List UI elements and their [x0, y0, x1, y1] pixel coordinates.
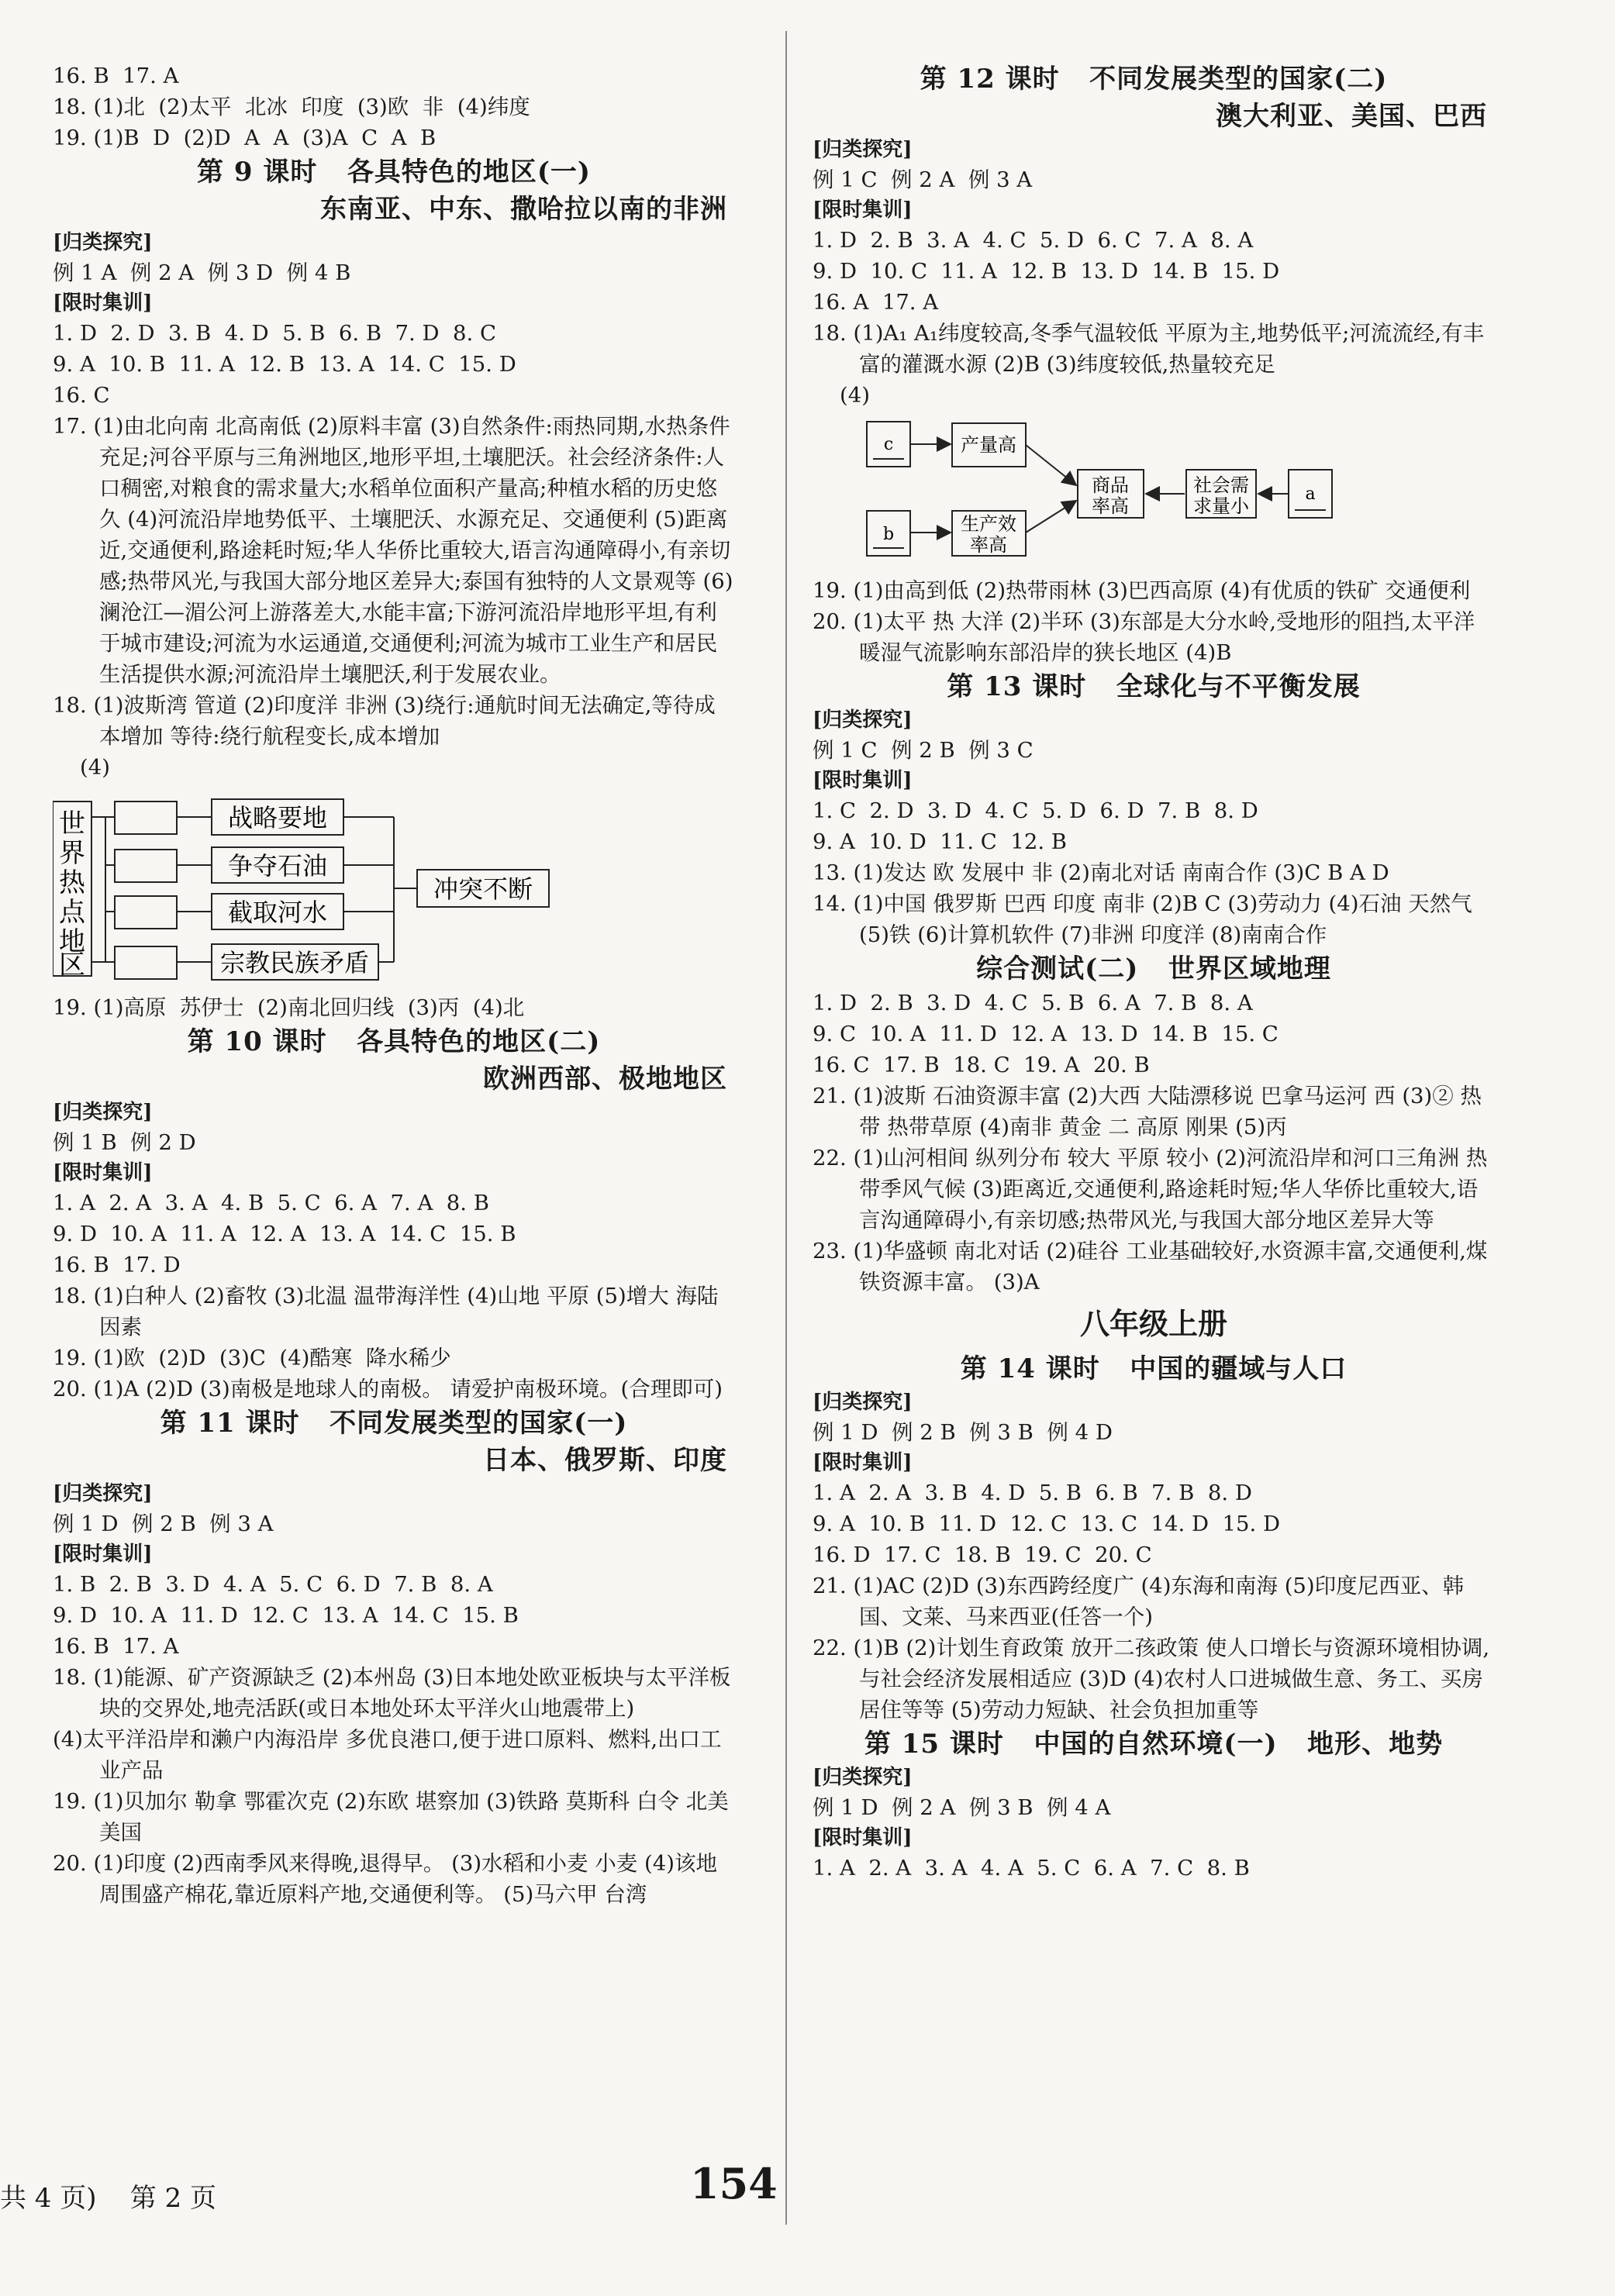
- answer-line: 9. A 10. B 11. A 12. B 13. A 14. C 15. D: [53, 352, 516, 377]
- answer-line: 1. D 2. B 3. A 4. C 5. D 6. C 7. A 8. A: [813, 228, 1254, 253]
- answer-paragraph: 21. (1)AC (2)D (3)东西跨经度广 (4)东海和南海 (5)印度尼西亚、韩国、文莱、马来西亚(任答一个): [813, 1574, 1465, 1629]
- answer-line: 19. (1)B D (2)D A A (3)A C A B: [53, 126, 437, 150]
- answer-line: 16. B 17. A: [53, 64, 179, 88]
- answer-line: 16. A 17. A: [813, 290, 939, 315]
- section-label: [限时集训]: [53, 1543, 153, 1566]
- answer-paragraph: 18. (1)波斯湾 管道 (2)印度洋 非洲 (3)绕行:通航时间无法确定,等待成本增加 等待:绕行航程变长,成本增加: [53, 693, 716, 749]
- section-label: [限时集训]: [813, 198, 913, 222]
- column-divider: [785, 31, 787, 2225]
- diagram-node: 产量高: [961, 434, 1016, 456]
- commodity-rate-diagram: [813, 414, 1495, 569]
- answer-paragraph: 19. (1)贝加尔 勒拿 鄂霍次克 (2)东欧 堪察加 (3)铁路 莫斯科 白令 北美 美国: [53, 1789, 729, 1845]
- diagram-node: 求量小: [1193, 495, 1249, 517]
- grade-heading: 八年级上册: [1079, 1306, 1227, 1341]
- diagram-item: 截取河水: [227, 898, 328, 927]
- answer-paragraph: 19. (1)由高到低 (2)热带雨林 (3)巴西高原 (4)有优质的铁矿 交通便利: [813, 578, 1471, 603]
- lesson-title: 综合测试(二) 世界区域地理: [976, 953, 1331, 984]
- answer-line: 19. (1)欧 (2)D (3)C (4)酷寒 降水稀少: [53, 1346, 451, 1370]
- diagram-node: 率高: [1092, 495, 1129, 517]
- answer-line: (4): [53, 755, 110, 780]
- diagram-node: 社会需: [1193, 474, 1249, 496]
- answer-line: 例 1 D 例 2 B 例 3 A: [53, 1512, 274, 1536]
- answer-paragraph: 18. (1)能源、矿产资源缺乏 (2)本州岛 (3)日本地处欧亚板块与太平洋板块的交界处,地壳活跃(或日本地处环太平洋火山地震带上): [53, 1665, 731, 1721]
- right-column: [813, 60, 1495, 1884]
- answer-line: 1. A 2. A 3. A 4. B 5. C 6. A 7. A 8. B: [53, 1191, 489, 1215]
- answer-paragraph: 13. (1)发达 欧 发展中 非 (2)南北对话 南南合作 (3)C B A D: [813, 860, 1389, 885]
- diagram-left-char: 区: [59, 950, 85, 981]
- lesson-title: 第 15 课时 中国的自然环境(一) 地形、地势: [864, 1729, 1444, 1760]
- diagram-left-char: 热: [59, 867, 85, 898]
- section-label: [归类探究]: [813, 1391, 913, 1414]
- section-label: [归类探究]: [53, 1101, 153, 1124]
- world-hotspot-diagram: [53, 788, 735, 989]
- answer-paragraph: 22. (1)B (2)计划生育政策 放开二孩政策 使人口增长与资源环境相协调,与社会经济发展相适应 (3)D (4)农村人口进城做生意、务工、买房居住等等 (5)劳动力短缺、社会负担加重等: [813, 1636, 1490, 1722]
- section-label: [归类探究]: [813, 708, 913, 732]
- answer-line: 9. D 10. A 11. A 12. A 13. A 14. C 15. B: [53, 1222, 516, 1246]
- diagram-node: 生产效: [961, 513, 1016, 535]
- lesson-title: 第 12 课时 不同发展类型的国家(二): [920, 64, 1388, 95]
- answer-paragraph: 20. (1)A (2)D (3)南极是地球人的南极。 请爱护南极环境。(合理即可): [53, 1377, 723, 1401]
- diagram-left-char: 界: [59, 838, 85, 869]
- lesson-title: 第 10 课时 各具特色的地区(二): [187, 1026, 601, 1057]
- section-label: [限时集训]: [813, 1826, 913, 1850]
- diagram-item: 宗教民族矛盾: [219, 948, 370, 977]
- answer-line: 16. B 17. D: [53, 1253, 181, 1277]
- answer-line: 16. C 17. B 18. C 19. A 20. B: [813, 1053, 1150, 1077]
- lesson-title: 第 11 课时 不同发展类型的国家(一): [160, 1408, 628, 1439]
- section-label: [归类探究]: [53, 231, 153, 254]
- answer-line: 1. D 2. B 3. D 4. C 5. B 6. A 7. B 8. A: [813, 991, 1253, 1015]
- answer-line: 16. B 17. A: [53, 1634, 179, 1659]
- section-label: [归类探究]: [53, 1482, 153, 1505]
- lesson-subtitle: 东南亚、中东、撒哈拉以南的非洲: [320, 194, 727, 225]
- page-number: 154: [690, 2159, 778, 2208]
- answer-line: 9. A 10. D 11. C 12. B: [813, 829, 1068, 854]
- answer-line: 18. (1)北 (2)太平 北冰 印度 (3)欧 非 (4)纬度: [53, 95, 530, 119]
- diagram-left-char: 地: [59, 926, 85, 957]
- diagram-a-label: a: [1305, 484, 1316, 504]
- answer-line: 9. D 10. A 11. D 12. C 13. A 14. C 15. B: [53, 1603, 519, 1628]
- answer-line: 例 1 D 例 2 A 例 3 B 例 4 A: [813, 1795, 1111, 1820]
- answer-line: 1. B 2. B 3. D 4. A 5. C 6. D 7. B 8. A: [53, 1572, 493, 1597]
- answer-paragraph: 20. (1)印度 (2)西南季风来得晚,退得早。 (3)水稻和小麦 小麦 (4)该地周围盛产棉花,靠近原料产地,交通便利等。 (5)马六甲 台湾: [53, 1851, 717, 1907]
- section-label: [归类探究]: [813, 138, 913, 161]
- answer-paragraph: 18. (1)白种人 (2)畜牧 (3)北温 温带海洋性 (4)山地 平原 (5)增大 海陆因素: [53, 1284, 719, 1339]
- answer-line: 例 1 D 例 2 B 例 3 B 例 4 D: [813, 1420, 1113, 1445]
- answer-line: 9. A 10. B 11. D 12. C 13. C 14. D 15. D: [813, 1512, 1281, 1536]
- diagram-result: 冲突不断: [433, 874, 533, 904]
- diagram-c-label: c: [883, 435, 894, 454]
- answer-line: 1. D 2. D 3. B 4. D 5. B 6. B 7. D 8. C: [53, 321, 497, 346]
- lesson-subtitle: 欧洲西部、极地地区: [483, 1064, 727, 1095]
- lesson-title: 第 14 课时 中国的疆域与人口: [960, 1353, 1348, 1384]
- diagram-left-char: 点: [59, 897, 85, 928]
- answer-paragraph: 20. (1)太平 热 大洋 (2)半环 (3)东部是大分水岭,受地形的阻挡,太平洋暖湿气流影响东部沿岸的狭长地区 (4)B: [813, 609, 1475, 665]
- diagram-b-label: b: [882, 525, 895, 544]
- diagram-item: 争夺石油: [227, 851, 328, 881]
- diagram-node: 率高: [970, 534, 1007, 556]
- section-label: [归类探究]: [813, 1766, 913, 1789]
- answer-line: 19. (1)高原 苏伊士 (2)南北回归线 (3)丙 (4)北: [53, 995, 525, 1020]
- diagram-item: 战略要地: [227, 803, 328, 833]
- answer-line: 9. C 10. A 11. D 12. A 13. D 14. B 15. C: [813, 1022, 1279, 1046]
- answer-paragraph: 23. (1)华盛顿 南北对话 (2)硅谷 工业基础较好,水资源丰富,交通便利,煤铁资源丰富。 (3)A: [813, 1239, 1488, 1295]
- answer-line: 例 1 C 例 2 B 例 3 C: [813, 738, 1034, 763]
- section-label: [限时集训]: [813, 1451, 913, 1474]
- diagram-left-char: 世: [59, 808, 85, 839]
- answer-line: 1. A 2. A 3. B 4. D 5. B 6. B 7. B 8. D: [813, 1481, 1252, 1505]
- answer-line: 1. A 2. A 3. A 4. A 5. C 6. A 7. C 8. B: [813, 1856, 1250, 1881]
- answer-paragraph: 22. (1)山河相间 纵列分布 较大 平原 较小 (2)河流沿岸和河口三角洲 热带季风气候 (3)距离近,交通便利,路途耗时短;华人华侨比重较大,语言沟通障碍小,有亲切感;热带风光,与我国大部分地区差异大等: [813, 1146, 1488, 1232]
- lesson-subtitle: 澳大利亚、美国、巴西: [1216, 101, 1487, 132]
- left-column: [53, 60, 735, 1910]
- lesson-subtitle: 日本、俄罗斯、印度: [483, 1445, 727, 1476]
- answer-paragraph: (4)太平洋沿岸和濑户内海沿岸 多优良港口,便于进口原料、燃料,出口工业产品: [53, 1727, 722, 1783]
- answer-line: (4): [813, 383, 870, 408]
- section-label: [限时集训]: [53, 1161, 153, 1184]
- answer-line: 例 1 C 例 2 A 例 3 A: [813, 167, 1033, 192]
- answer-paragraph: 14. (1)中国 俄罗斯 巴西 印度 南非 (2)B C (3)劳动力 (4)石油 天然气 (5)铁 (6)计算机软件 (7)非洲 印度洋 (8)南南合作: [813, 891, 1472, 947]
- answer-line: 例 1 B 例 2 D: [53, 1130, 196, 1155]
- lesson-title: 第 13 课时 全球化与不平衡发展: [947, 671, 1361, 702]
- answer-line: 例 1 A 例 2 A 例 3 D 例 4 B: [53, 260, 351, 285]
- diagram-node: 商品: [1092, 474, 1129, 496]
- answer-paragraph: 18. (1)A₁ A₁纬度较高,冬季气温较低 平原为主,地势低平;河流流经,有丰富的灌溉水源 (2)B (3)纬度较低,热量较充足: [813, 321, 1485, 377]
- answer-paragraph: 17. (1)由北向南 北高南低 (2)原料丰富 (3)自然条件:雨热同期,水热条件充足;河谷平原与三角洲地区,地形平坦,土壤肥沃。社会经济条件:人口稠密,对粮食的需求量大;水稻单位面积产量高;种植水稻的历史悠久 (4)河流沿岸地势低平、土壤肥沃、水源充足、交通便利 (5)距离近,交通便利,路途耗时短;华人华侨比重较大,语言沟通障碍小,有亲切感;热带风光,与我国大部分地区差异大;泰国有独特的人文景观等 (6)澜沧江—湄公河上游落差大,水能丰富;下游河流沿岸地形平坦,有利于城市建设;河流为水运通道,交通便利;河流为城市工业生产和居民生活提供水源;河流沿岸土壤肥沃,利于发展农业。: [53, 414, 733, 687]
- answer-line: 16. C: [53, 383, 110, 408]
- answer-paragraph: 21. (1)波斯 石油资源丰富 (2)大西 大陆漂移说 巴拿马运河 西 (3)② 热带 热带草原 (4)南非 黄金 二 高原 刚果 (5)丙: [813, 1084, 1482, 1139]
- answer-line: 16. D 17. C 18. B 19. C 20. C: [813, 1543, 1152, 1567]
- answer-line: 9. D 10. C 11. A 12. B 13. D 14. B 15. D: [813, 259, 1280, 284]
- answer-line: 1. C 2. D 3. D 4. C 5. D 6. D 7. B 8. D: [813, 798, 1258, 823]
- lesson-title: 第 9 课时 各具特色的地区(一): [196, 157, 591, 188]
- section-label: [限时集训]: [813, 769, 913, 792]
- page-footer: 共 4 页) 第 2 页: [0, 2183, 216, 2214]
- section-label: [限时集训]: [53, 291, 153, 315]
